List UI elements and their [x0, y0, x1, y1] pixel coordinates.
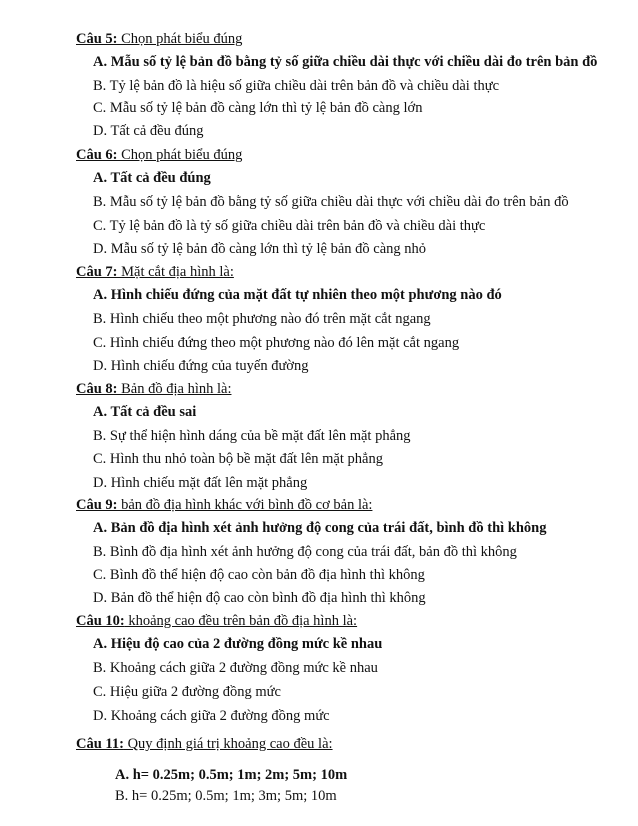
- question-10-title: [76, 612, 357, 630]
- question-5-option-c: C. Mẫu số tỷ lệ bản đồ càng lớn thì tỷ lệ bản đồ càng lớn: [93, 100, 423, 116]
- question-7-title: [76, 263, 234, 281]
- question-7-prompt: Mặt cắt địa hình là:: [117, 264, 234, 280]
- question-11-number: Câu 11:: [76, 736, 124, 752]
- question-11-title: [76, 735, 333, 753]
- question-11-option-b: B. h= 0.25m; 0.5m; 1m; 3m; 5m; 10m: [115, 788, 337, 804]
- question-6-number: Câu 6:: [76, 147, 118, 163]
- question-6-option-a: A. Tất cả đều đúng: [93, 170, 211, 186]
- question-7-option-c: C. Hình chiếu đứng theo một phương nào đó lên mặt cắt ngang: [93, 335, 460, 351]
- question-9-option-d: D. Bản đồ thể hiện độ cao còn bình đồ địa hình thì không: [93, 590, 426, 606]
- question-7-option-b: B. Hình chiếu theo một phương nào đó trên mặt cắt ngang: [93, 311, 431, 327]
- question-11-prompt: Quy định giá trị khoảng cao đều là:: [123, 736, 333, 752]
- question-5-option-d: D. Tất cả đều đúng: [93, 123, 204, 139]
- question-5-number: Câu 5:: [76, 31, 118, 47]
- question-6-prompt: Chọn phát biểu đúng: [117, 147, 243, 163]
- question-8-option-a: A. Tất cả đều sai: [93, 404, 197, 420]
- question-9-title: [76, 496, 372, 514]
- question-9-option-c: C. Bình đồ thể hiện độ cao còn bản đồ địa hình thì không: [93, 567, 425, 583]
- question-6-option-c: C. Tỷ lệ bản đồ là tỷ số giữa chiều dài trên bản đồ và chiều dài thực: [93, 218, 486, 234]
- question-10-prompt: khoảng cao đều trên bản đồ địa hình là:: [124, 613, 358, 629]
- question-10-option-d: D. Khoảng cách giữa 2 đường đồng mức: [93, 708, 330, 724]
- question-8-title: [76, 380, 231, 398]
- question-9-option-b: B. Bình đồ địa hình xét ảnh hưởng độ cong của trái đất, bản đồ thì không: [93, 544, 517, 560]
- question-7-option-a: A. Hình chiếu đứng của mặt đất tự nhiên theo một phương nào đó: [93, 287, 502, 303]
- question-8-option-b: B. Sự thể hiện hình dáng của bề mặt đất lên mặt phẳng: [93, 428, 411, 444]
- question-7-option-d: D. Hình chiếu đứng của tuyến đường: [93, 358, 309, 374]
- question-10-option-c: C. Hiệu giữa 2 đường đồng mức: [93, 684, 281, 700]
- question-7-number: Câu 7:: [76, 264, 118, 280]
- question-11-option-a: A. h= 0.25m; 0.5m; 1m; 2m; 5m; 10m: [115, 767, 348, 783]
- question-9-prompt: bản đồ địa hình khác với bình đồ cơ bản là:: [117, 497, 373, 513]
- question-10-number: Câu 10:: [76, 613, 125, 629]
- question-9-option-a: A. Bản đồ địa hình xét ảnh hưởng độ cong của trái đất, bình đồ thì không: [93, 520, 547, 536]
- question-6-title: [76, 146, 242, 164]
- question-6-option-b: B. Mẫu số tỷ lệ bản đồ bằng tỷ số giữa chiều dài thực với chiều dài đo trên bản đồ: [93, 194, 569, 210]
- question-8-prompt: Bản đồ địa hình là:: [117, 381, 232, 397]
- question-5-title: [76, 30, 242, 48]
- question-10-option-a: A. Hiệu độ cao của 2 đường đồng mức kề nhau: [93, 636, 383, 652]
- question-9-number: Câu 9:: [76, 497, 118, 513]
- question-5-option-b: B. Tỷ lệ bản đồ là hiệu số giữa chiều dài trên bản đồ và chiều dài thực: [93, 78, 500, 94]
- question-5-option-a: A. Mẫu số tỷ lệ bản đồ bằng tỷ số giữa chiều dài thực với chiều dài đo trên bản đồ: [93, 54, 598, 70]
- question-8-option-c: C. Hình thu nhỏ toàn bộ bề mặt đất lên mặt phẳng: [93, 451, 383, 467]
- question-10-option-b: B. Khoảng cách giữa 2 đường đồng mức kề nhau: [93, 660, 378, 676]
- question-5-prompt: Chọn phát biểu đúng: [117, 31, 243, 47]
- question-6-option-d: D. Mẫu số tỷ lệ bản đồ càng lớn thì tỷ lệ bản đồ càng nhỏ: [93, 241, 427, 257]
- question-8-number: Câu 8:: [76, 381, 118, 397]
- question-8-option-d: D. Hình chiếu mặt đất lên mặt phẳng: [93, 475, 308, 491]
